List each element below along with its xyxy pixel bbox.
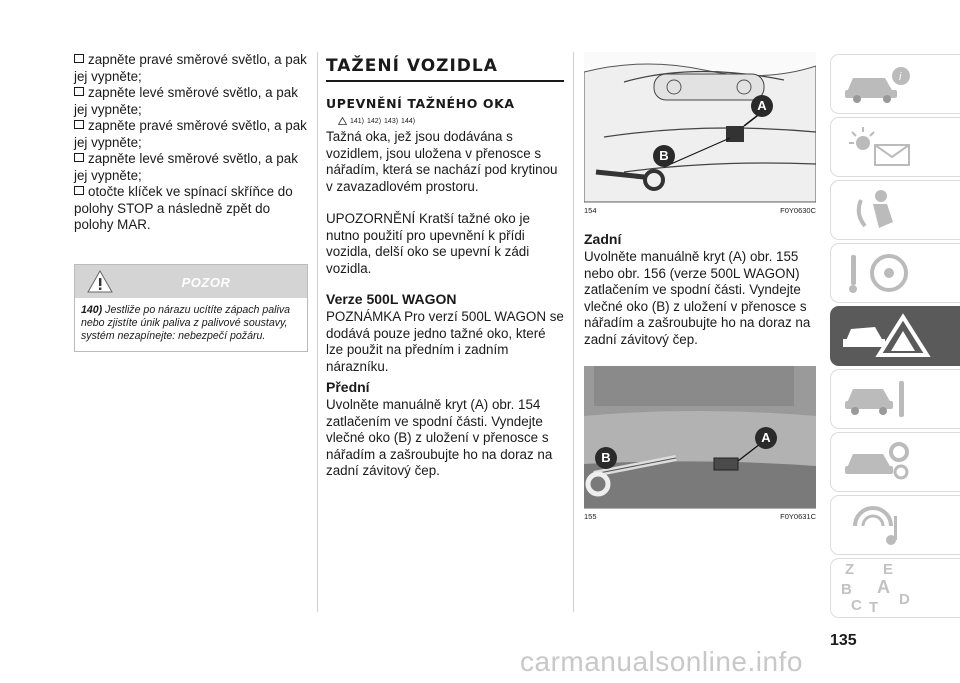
checkbox-icon — [74, 186, 84, 195]
tab-seat-airbag[interactable] — [830, 180, 960, 240]
tab-index[interactable] — [830, 558, 960, 618]
tab-car-service[interactable] — [830, 369, 960, 429]
car-specs-icon — [843, 440, 913, 484]
watermark: carmanualsonline.info — [520, 646, 803, 677]
tab-steering-key[interactable] — [830, 243, 960, 303]
heading-rear: Zadní — [584, 231, 622, 247]
column-left — [74, 52, 308, 352]
step-item: zapněte pravé směrové světlo, a pak jej vypněte; — [74, 118, 307, 150]
checkbox-icon — [74, 87, 84, 96]
heading-wagon: Verze 500L WAGON — [326, 291, 457, 307]
multimedia-icon — [851, 502, 911, 548]
figure-caption: 155 F0Y0631C — [584, 512, 816, 521]
page-number: 135 — [830, 632, 857, 649]
paragraph: Uvolněte manuálně kryt (A) obr. 154 zatlačením ve spodní části. Vyndejte vlečné oko (B) z uložení v přenosce s nářadím a zašroubujte ho na doraz na zadní závitový čep. — [326, 397, 553, 478]
figure-label-b: B — [601, 450, 611, 465]
column-right — [584, 52, 816, 521]
svg-text:i: i — [899, 71, 902, 83]
figure-155 — [584, 366, 816, 509]
step-item: otočte klíček ve spínací skříňce do polohy STOP a následně zpět do polohy MAR. — [74, 184, 293, 232]
column-divider — [317, 52, 318, 612]
section-title: TAŽENÍ VOZIDLA — [326, 56, 564, 82]
tab-dashboard-lights[interactable] — [830, 117, 960, 177]
steering-key-icon — [845, 251, 915, 295]
heading-front: Přední — [326, 379, 370, 395]
paragraph: Uvolněte manuálně kryt (A) obr. 155 nebo obr. 156 (verze 500L WAGON) zatlačením ve spodní části. Vyndejte vlečné oko (B) z uložení v přenosce s nářadím a zašroubujte ho na doraz na zadní závitový čep. — [584, 249, 811, 347]
index-letters-icon: Z E B A C D T — [841, 561, 910, 616]
dashboard-lights-icon — [847, 125, 917, 169]
subsection-title: UPEVNĚNÍ TAŽNÉHO OKA — [326, 96, 515, 111]
step-item: zapněte pravé směrové světlo, a pak jej vypněte; — [74, 52, 307, 84]
paragraph: Tažná oka, jež jsou dodávána s vozidlem, jsou uložena v přenosce s nářadím, která se nachází pod krytinou v zavazadlovém prostoru. — [326, 129, 558, 194]
checkbox-icon — [74, 54, 84, 63]
car-service-icon — [843, 377, 913, 421]
seat-airbag-icon — [851, 188, 911, 232]
paragraph: POZNÁMKA Pro verzí 500L WAGON se dodává pouze jedno tažné oko, které lze použit na předním i zadním nárazníku. — [326, 309, 564, 374]
warning-refs: 141) 142) 143) 144) — [338, 117, 564, 125]
figure-label-a: A — [757, 98, 767, 113]
tab-car-specs[interactable] — [830, 432, 960, 492]
warning-title: POZOR — [181, 274, 231, 290]
step-item: zapněte levé směrové světlo, a pak jej vypněte; — [74, 85, 298, 117]
figure-label-b: B — [659, 148, 669, 163]
rear-bumper-illustration — [584, 366, 816, 508]
front-bumper-illustration — [584, 52, 816, 202]
figure-154 — [584, 52, 816, 203]
column-middle — [326, 52, 564, 480]
warning-box — [74, 264, 308, 353]
warning-text: 140) Jestliže po nárazu ucítíte zápach paliva nebo zjistíte únik paliva z palivové soustavy, systém nezapínejte: nebezpečí požáru. — [81, 303, 291, 342]
tab-emergency[interactable] — [830, 306, 960, 366]
figure-label-a: A — [761, 430, 771, 445]
figure-caption: 154 F0Y0630C — [584, 206, 816, 215]
car-info-icon — [843, 64, 913, 104]
tab-multimedia[interactable] — [830, 495, 960, 555]
warning-small-icon — [338, 117, 347, 125]
checkbox-icon — [74, 153, 84, 162]
tab-car-info[interactable] — [830, 54, 960, 114]
paragraph: UPOZORNĚNÍ Kratší tažné oko je nutno použití pro upevnění k přídi vozidla, delší oko se upevní k zádi vozidla. — [326, 211, 530, 276]
warning-header — [75, 265, 307, 298]
emergency-triangle-icon — [841, 313, 931, 359]
checkbox-icon — [74, 120, 84, 129]
column-divider — [573, 52, 574, 612]
step-item: zapněte levé směrové světlo, a pak jej vypněte; — [74, 151, 298, 183]
